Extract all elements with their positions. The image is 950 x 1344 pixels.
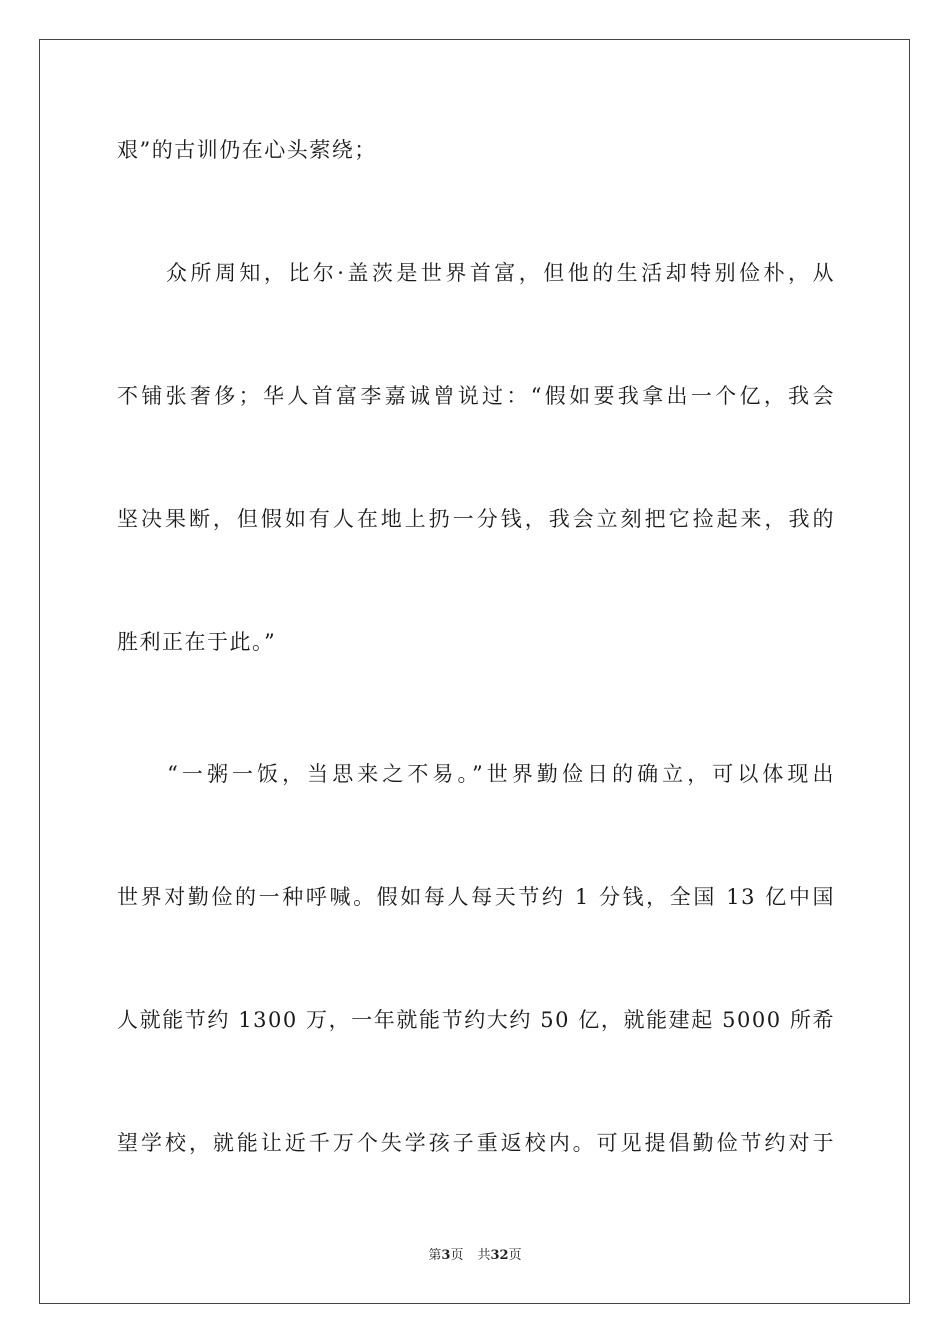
text-line-3: 不铺张奢侈；华人首富李嘉诚曾说过：“假如要我拿出一个亿，我会 bbox=[117, 384, 835, 408]
total-prefix: 共 bbox=[477, 1248, 491, 1263]
text-line-4: 坚决果断，但假如有人在地上扔一分钱，我会立刻把它捡起来，我的 bbox=[117, 507, 835, 531]
text-line-2: 众所周知，比尔·盖茨是世界首富，但他的生活却特别俭朴，从 bbox=[117, 261, 835, 285]
text-line-9: 望学校，就能让近千万个失学孩子重返校内。可见提倡勤俭节约对于 bbox=[117, 1131, 835, 1155]
page-prefix: 第 bbox=[428, 1248, 442, 1263]
text-line-1: 艰”的古训仍在心头萦绕； bbox=[117, 138, 377, 162]
text-line-6: “一粥一饭，当思来之不易。”世界勤俭日的确立，可以体现出 bbox=[117, 762, 835, 786]
text-line-7: 世界对勤俭的一种呼喊。假如每人每天节约 1 分钱，全国 13 亿中国 bbox=[117, 885, 835, 909]
total-suffix: 页 bbox=[508, 1248, 522, 1263]
page-suffix: 页 bbox=[450, 1248, 464, 1263]
text-line-5: 胜利正在于此。” bbox=[117, 630, 277, 654]
page-number: 3 bbox=[441, 1248, 451, 1263]
total-pages: 32 bbox=[490, 1248, 509, 1263]
page-border bbox=[39, 39, 910, 1304]
page-footer bbox=[0, 1248, 950, 1264]
text-line-8: 人就能节约 1300 万，一年就能节约大约 50 亿，就能建起 5000 所希 bbox=[117, 1008, 835, 1032]
